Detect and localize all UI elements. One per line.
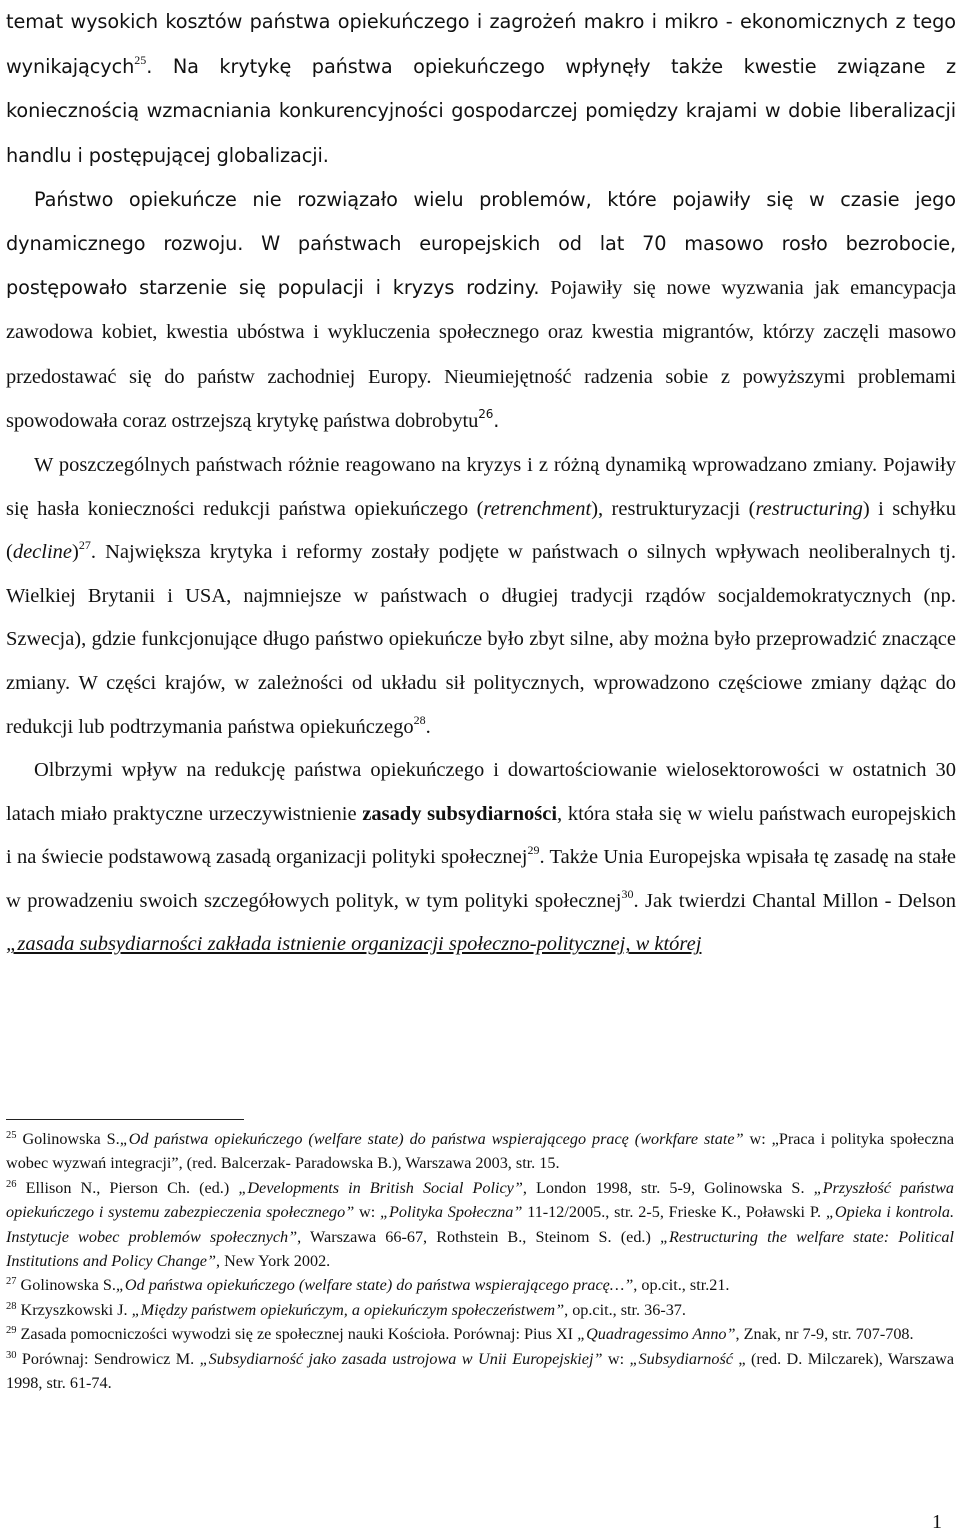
main-text: [6, 0, 956, 967]
footnote-29: $^{29}$ Zasada pomocniczości wywodzi się ze społecznej nauki Kościoła. Porównaj: Pius XI „Quadragessimo Anno”, Znak, nr 7-9, str. 707-708.: [6, 1325, 914, 1344]
paragraph-1: temat wysokich kosztów państwa opiekuńczego i zagrożeń makro i mikro - ekonomicznych z tego wynikających$^{25}$. Na krytykę państwa opiekuńczego wpłynęły także kwestie związane z koniecznością wzmacniania konkurencyjności gospodarczej pomiędzy krajami w dobie liberalizacji handlu i postępującej globalizacji.: [6, 10, 956, 167]
footnote-separator: [6, 1119, 244, 1120]
paragraph-2: Państwo opiekuńcze nie rozwiązało wielu problemów, które pojawiły się w czasie jego dynamicznego rozwoju. W państwach europejskich od lat 70 masowo rosło bezrobocie, postępowało starzenie się populacji i kryzys rodziny. Pojawiły się nowe wyzwania jak emancypacja zawodowa kobiet, kwestia ubóstwa i wykluczenia społecznego oraz kwestia migrantów, którzy zaczęli masowo przedostawać się do państw zachodniej Europy. Nieumiejętność radzenia sobie z powyższymi problemami spowodowała coraz ostrzejszą krytykę państwa dobrobytu$^{26}$.: [6, 188, 956, 433]
paragraph-4: Olbrzymi wpływ na redukcję państwa opiekuńczego i dowartościowanie wielosektorowości w ostatnich 30 latach miało praktyczne urzeczywistnienie zasady subsydiarności, która stała się w wielu państwach europejskich i na świecie podstawową zasadą organizacji polityki społecznej$^{29}$. Także Unia Europejska wpisała tę zasadę na stałe w prowadzeniu swoich szczegółowych polityk, w tym polityki społecznej$^{30}$. Jak twierdzi Chantal Millon - Delson „zasada subsydiarności zakłada istnienie organizacji społeczno-politycznej, w której: [6, 759, 957, 956]
paragraph-3: W poszczególnych państwach różnie reagowano na kryzys i z różną dynamiką wprowadzano zmiany. Pojawiły się hasła konieczności redukcji państwa opiekuńczego (retrenchment), restrukturyzacji (restructuring) i schyłku (decline)$^{27}$. Największa krytyka i reformy zostały podjęte w państwach o silnych wpływach neoliberalnych tj. Wielkiej Brytanii i USA, najmniejsze w państwach o długiej tradycji rządów socjaldemokratycznych (np. Szwecja), gdzie funkcjonujące długo państwo opiekuńcze było zbyt silne, aby można było przeprowadzić znaczące zmiany. W części krajów, w zależności od układu sił politycznych, wprowadzono częściowe zmiany dążąc do redukcji lub podtrzymania państwa opiekuńczego$^{28}$.: [6, 453, 956, 738]
footnote-25: $^{25}$ Golinowska S.„Od państwa opiekuńczego (welfare state) do państwa wspierającego pracę (workfare state” w: „Praca i polityka społeczna wobec wyzwań integracji”, (red. Balcerzak- Paradowska B.), Warszawa 2003, str. 15.: [6, 1130, 955, 1173]
bold-term: zasady subsydiarności: [362, 802, 558, 825]
page-number: 1: [932, 1511, 942, 1533]
footnote-ref-30[interactable]: 30: [621, 886, 634, 901]
footnotes: [6, 1127, 954, 1395]
footnote-ref-27[interactable]: 27: [78, 538, 91, 553]
footnote-26: $^{26}$ Ellison N., Pierson Ch. (ed.) „Developments in British Social Policy”, London 1998, str. 5-9, Golinowska S. „Przyszłość państwa opiekuńczego i systemu zabezpieczenia społecznego” w: „Polityka Społeczna” 11-12/2005., str. 2-5, Frieske K., Poławski P. „Opieka i kontrola. Instytucje wobec problemów społecznych”, Warszawa 66-67, Rothstein B., Steinom S. (ed.) „Restructuring the welfare state: Political Institutions and Policy Change”, New York 2002.: [6, 1178, 955, 1271]
footnote-ref-29[interactable]: 29: [527, 843, 540, 858]
footnote-27: $^{27}$ Golinowska S.„Od państwa opiekuńczego (welfare state) do państwa wspierającego pracę…”, op.cit., str.21.: [6, 1276, 730, 1295]
footnote-28: $^{28}$ Krzyszkowski J. „Między państwem opiekuńczym, a opiekuńczym społeczeństwem”, op.cit., str. 36-37.: [6, 1300, 686, 1319]
footnote-ref-25[interactable]: 25: [134, 52, 147, 67]
footnote-30: $^{30}$ Porównaj: Sendrowicz M. „Subsydiarność jako zasada ustrojowa w Unii Europejskiej” w: „Subsydiarność „ (red. D. Milczarek), Warszawa 1998, str. 61-74.: [6, 1349, 955, 1393]
quote: „zasada subsydiarności zakłada istnienie organizacji społeczno-politycznej, w której: [6, 933, 702, 956]
footnote-ref-26[interactable]: 26: [478, 407, 494, 422]
footnote-ref-28[interactable]: 28: [413, 712, 426, 727]
